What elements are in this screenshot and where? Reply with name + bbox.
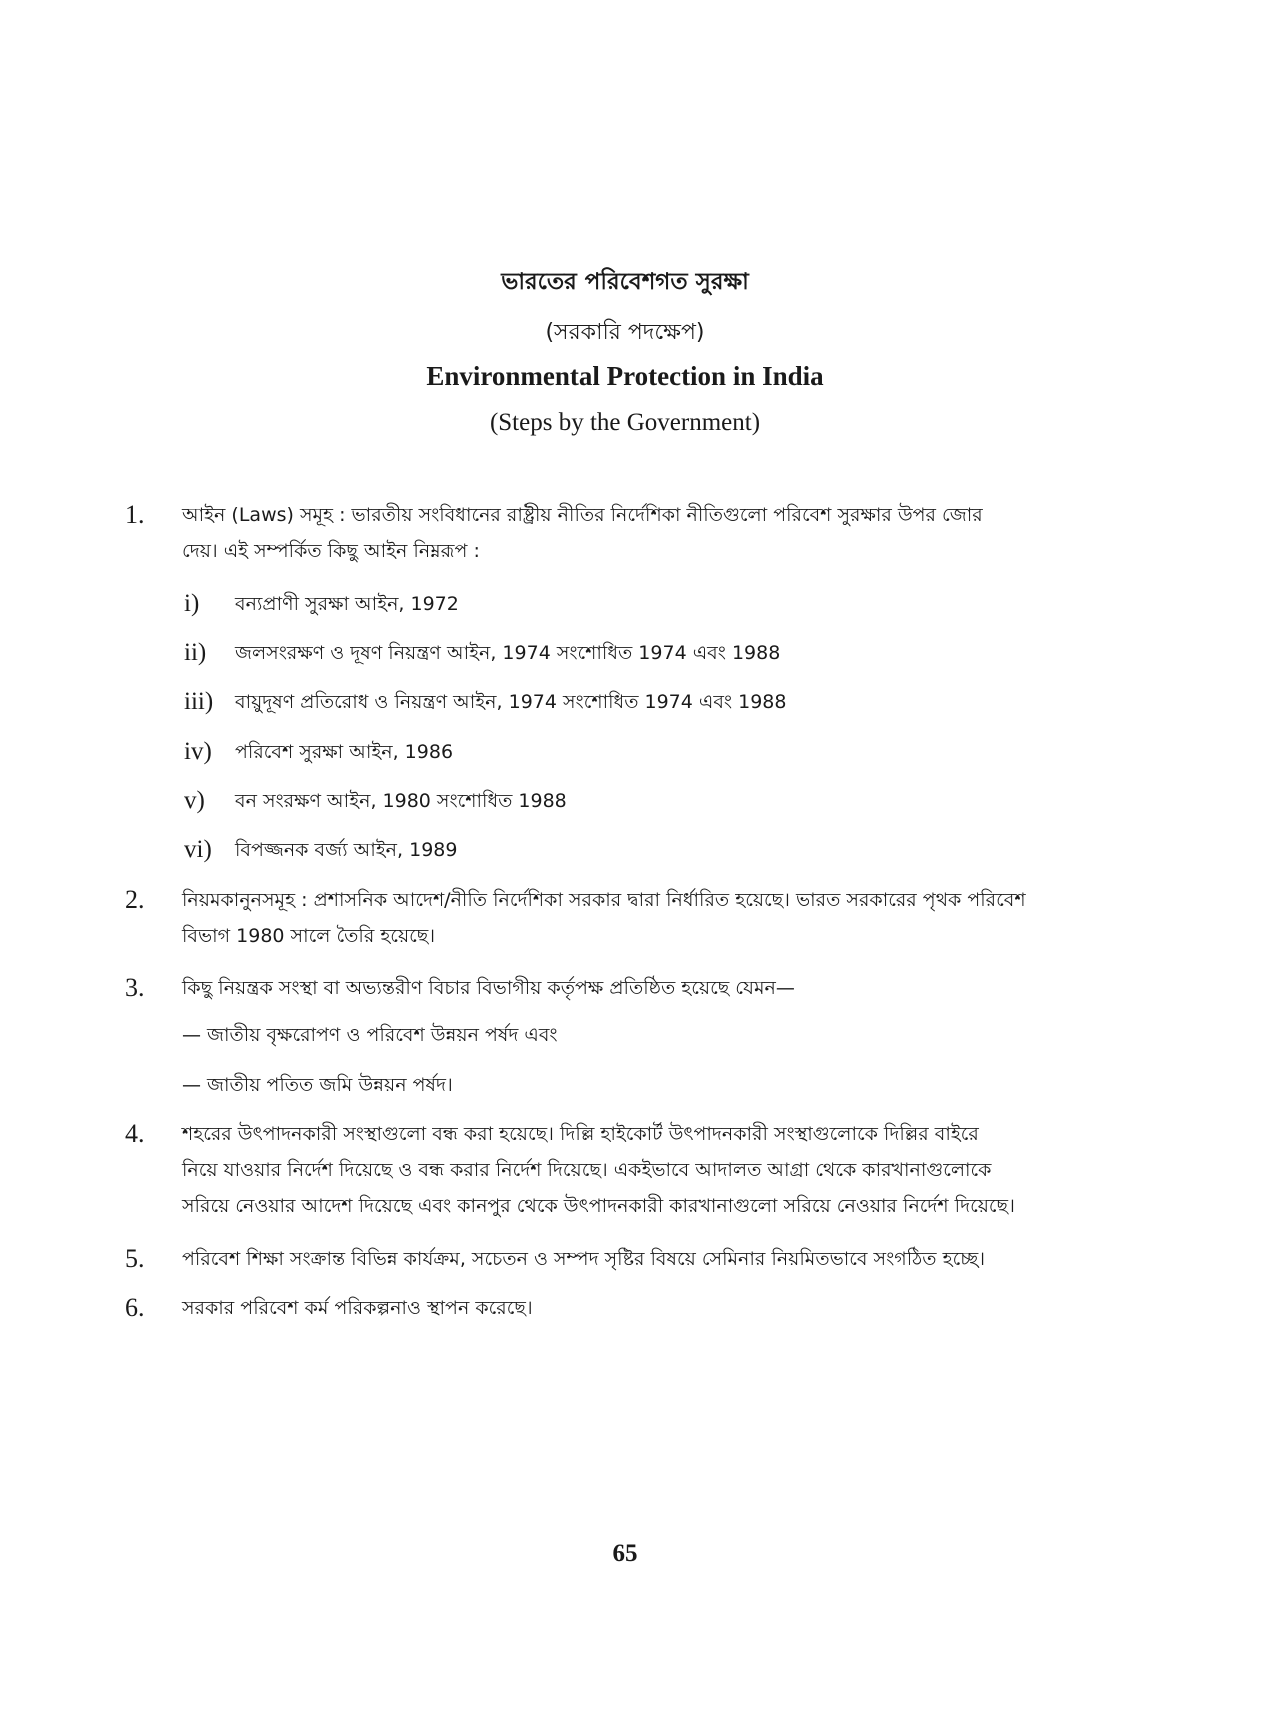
law-roman-numeral: i) [184,590,200,617]
item-text-line: দেয়। এই সম্পর্কিত কিছু আইন নিম্নরূপ : [182,540,480,562]
page-title-english: Environmental Protection in India [426,361,824,391]
page-subtitle-bengali: (সরকারি পদক্ষেপ) [545,320,705,345]
item-text [182,1290,1127,1326]
law-text: বন্যপ্রাণী সুরক্ষা আইন, 1972 [235,593,459,615]
law-roman-numeral: v) [184,787,205,814]
law-text: বন সংরক্ষণ আইন, 1980 সংশোধিত 1988 [235,790,567,812]
item-text-line: পরিবেশ শিক্ষা সংক্রান্ত বিভিন্ন কার্যক্রম, সচেতন ও সম্পদ সৃষ্টির বিষয়ে সেমিনার নিয়মিতভাবে সংগঠিত হচ্ছে। [182,1248,985,1270]
item-text-line: কিছু নিয়ন্ত্রক সংস্থা বা অভ্যন্তরীণ বিচার বিভাগীয় কর্তৃপক্ষ প্রতিষ্ঠিত হয়েছে যেমন— [182,977,795,999]
law-roman-numeral: iii) [184,688,214,715]
law-roman-numeral: vi) [184,836,212,863]
item-number: 1. [125,500,145,529]
law-roman-numeral: iv) [184,738,212,765]
item-number: 5. [125,1244,145,1273]
item-text-line: আইন (Laws) সমূহ : ভারতীয় সংবিধানের রাষ্ট্রীয় নীতির নির্দেশিকা নীতিগুলো পরিবেশ সুরক্ষার উপর জোর [182,504,983,526]
regulatory-body: — জাতীয় বৃক্ষরোপণ ও পরিবেশ উন্নয়ন পর্ষদ এবং [182,1024,558,1046]
item-number: 4. [125,1119,145,1148]
page-number: 65 [612,1540,638,1567]
law-text: বিপজ্জনক বর্জ্য আইন, 1989 [235,839,458,861]
item-text [182,1241,1127,1277]
item-text-line: সরিয়ে নেওয়ার আদেশ দিয়েছে এবং কানপুর থেকে উৎপাদনকারী কারখানাগুলো সরিয়ে নেওয়ার নির্দেশ দিয়েছে। [182,1195,1015,1217]
item-text [182,1116,1127,1224]
item-text-line: সরকার পরিবেশ কর্ম পরিকল্পনাও স্থাপন করেছে। [182,1297,533,1319]
item-text-line: বিভাগ 1980 সালে তৈরি হয়েছে। [182,925,436,947]
regulatory-body: — জাতীয় পতিত জমি উন্নয়ন পর্ষদ। [182,1074,453,1096]
item-text [182,497,1127,569]
item-text [182,970,1127,1006]
page-title-bengali: ভারতের পরিবেশগত সুরক্ষা [501,269,749,295]
item-text-line: শহরের উৎপাদনকারী সংস্থাগুলো বন্ধ করা হয়েছে। দিল্লি হাইকোর্ট উৎপাদনকারী সংস্থাগুলোকে দিল্লির বাইরে [182,1123,979,1145]
item-number: 6. [125,1293,145,1322]
law-text: পরিবেশ সুরক্ষা আইন, 1986 [235,741,454,763]
item-text-line: নিয়মকানুনসমূহ : প্রশাসনিক আদেশ/নীতি নির্দেশিকা সরকার দ্বারা নির্ধারিত হয়েছে। ভারত সরকারের পৃথক পরিবেশ [182,889,1026,911]
item-text-line: নিয়ে যাওয়ার নির্দেশ দিয়েছে ও বন্ধ করার নির্দেশ দিয়েছে। একইভাবে আদালত আগ্রা থেকে কারখানাগুলোকে [182,1159,992,1181]
page-subtitle-english: (Steps by the Government) [489,409,761,436]
item-number: 2. [125,885,145,914]
law-roman-numeral: ii) [184,639,207,666]
law-text: জলসংরক্ষণ ও দূষণ নিয়ন্ত্রণ আইন, 1974 সংশোধিত 1974 এবং 1988 [235,642,781,664]
item-text [182,882,1127,954]
law-text: বায়ুদূষণ প্রতিরোধ ও নিয়ন্ত্রণ আইন, 1974 সংশোধিত 1974 এবং 1988 [235,691,787,713]
item-number: 3. [125,973,145,1002]
